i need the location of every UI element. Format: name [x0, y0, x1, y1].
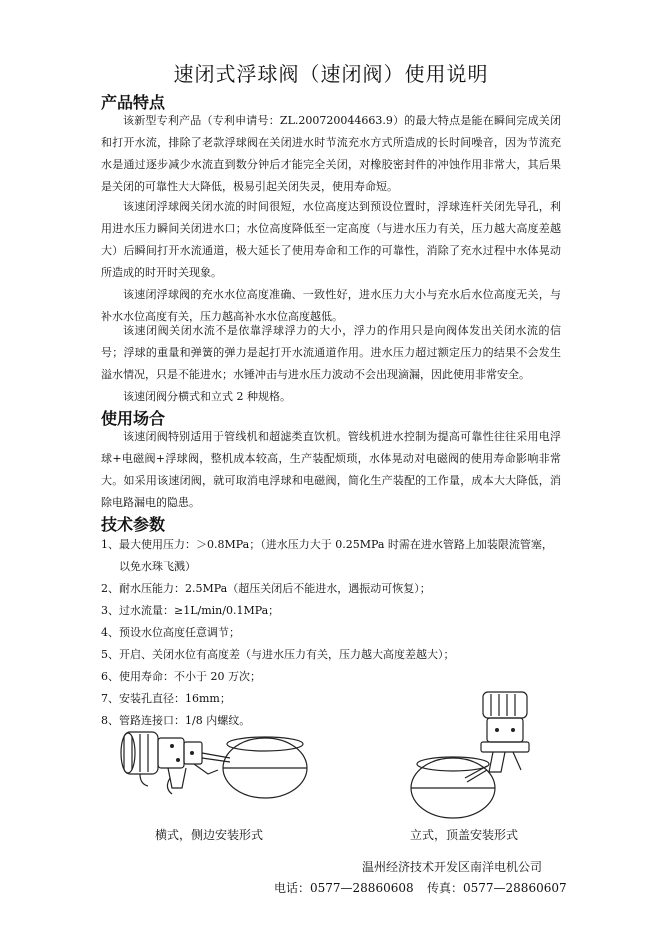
features-paragraph-3: 该速闭浮球阀的充水水位高度准确、一致性好，进水压力大小与充水后水位高度无关，与补水水位高度有关，压力越高补水水位高度越低。: [101, 288, 561, 323]
usage-paragraph: 该速闭阀特别适用于管线机和超滤类直饮机。管线机进水控制为提高可靠性往往采用电浮球+电磁阀+浮球阀，整机成本较高，生产装配烦琐，水体晃动对电磁阀的使用寿命影响非常大。如采用该速闭阀，就可取消电浮球和电磁阀，简化生产装配的工作量，成本大大降低，消除电路漏电的隐患。: [101, 430, 561, 509]
vertical-valve-illustration: [405, 686, 555, 826]
spec-item-2: 2、耐水压能力：2.5MPa（超压关闭后不能进水，遇振动可恢复）；: [101, 582, 431, 595]
spec-item-7: 7、安装孔直径：16mm；: [101, 692, 231, 705]
footer-phone: 电话：0577—28860608: [274, 881, 414, 895]
footer-fax: 传真：0577—28860607: [427, 881, 567, 895]
page-title: 速闭式浮球阀（速闭阀）使用说明: [173, 62, 489, 86]
spec-item-4: 4、预设水位高度任意调节；: [101, 626, 240, 639]
spec-item-3: 3、过水流量：≥1L/min/0.1MPa；: [101, 604, 280, 617]
features-heading: 产品特点: [101, 93, 166, 112]
horizontal-caption: 横式，侧边安装形式: [155, 828, 264, 842]
horizontal-valve-illustration: [110, 718, 310, 828]
specs-heading: 技术参数: [101, 515, 166, 534]
spec-item-1: [101, 534, 561, 578]
features-paragraph-1: 该新型专利产品（专利申请号：ZL.200720044663.9）的最大特点是能在瞬间完成关闭和打开水流，排除了老款浮球阀在关闭进水时节流充水方式所造成的长时间噪音，因为节流充水是通过逐步减少水流直到数分钟后才能完全关闭，对橡胶密封件的冲蚀作用非常大，其后果是关闭的可靠性大大降低，极易引起关闭失灵，使用寿命短。: [101, 114, 561, 193]
spec-item-8: 8、管路连接口：1/8 内螺纹。: [101, 714, 251, 727]
spec-item-1-continuation: 以免水珠飞溅）: [119, 560, 196, 573]
vertical-caption: 立式，顶盖安装形式: [410, 828, 519, 842]
spec-item-6: 6、使用寿命：不小于 20 万次；: [101, 670, 261, 683]
features-paragraph-5: 该速闭阀分横式和立式 2 种规格。: [123, 390, 291, 403]
spec-item-1-text: 1、最大使用压力：＞0.8MPa；（进水压力大于 0.25MPa 时需在进水管路上加装限流管塞，: [101, 538, 553, 551]
features-paragraph-2: 该速闭浮球阀关闭水流的时间很短，水位高度达到预设位置时，浮球连杆关闭先导孔，利用进水压力瞬间关闭进水口；水位高度降低至一定高度（与进水压力有关，压力越大高度差越大）后瞬间打开水流通道，极大延长了使用寿命和工作的可靠性，消除了充水过程中水体晃动所造成的时开时关现象。: [101, 200, 561, 279]
features-paragraph-4: 该速闭阀关闭水流不是依靠浮球浮力的大小，浮力的作用只是向阀体发出关闭水流的信号；浮球的重量和弹簧的弹力是起打开水流通道作用。进水压力超过额定压力的结果不会发生溢水情况，只是不能进水；水锤冲击与进水压力波动不会出现滴漏，因此使用非常安全。: [101, 324, 561, 381]
spec-item-5: 5、开启、关闭水位有高度差（与进水压力有关，压力越大高度差越大）；: [101, 648, 455, 661]
usage-heading: 使用场合: [101, 409, 166, 428]
footer-company: 温州经济技术开发区南洋电机公司: [362, 860, 543, 874]
